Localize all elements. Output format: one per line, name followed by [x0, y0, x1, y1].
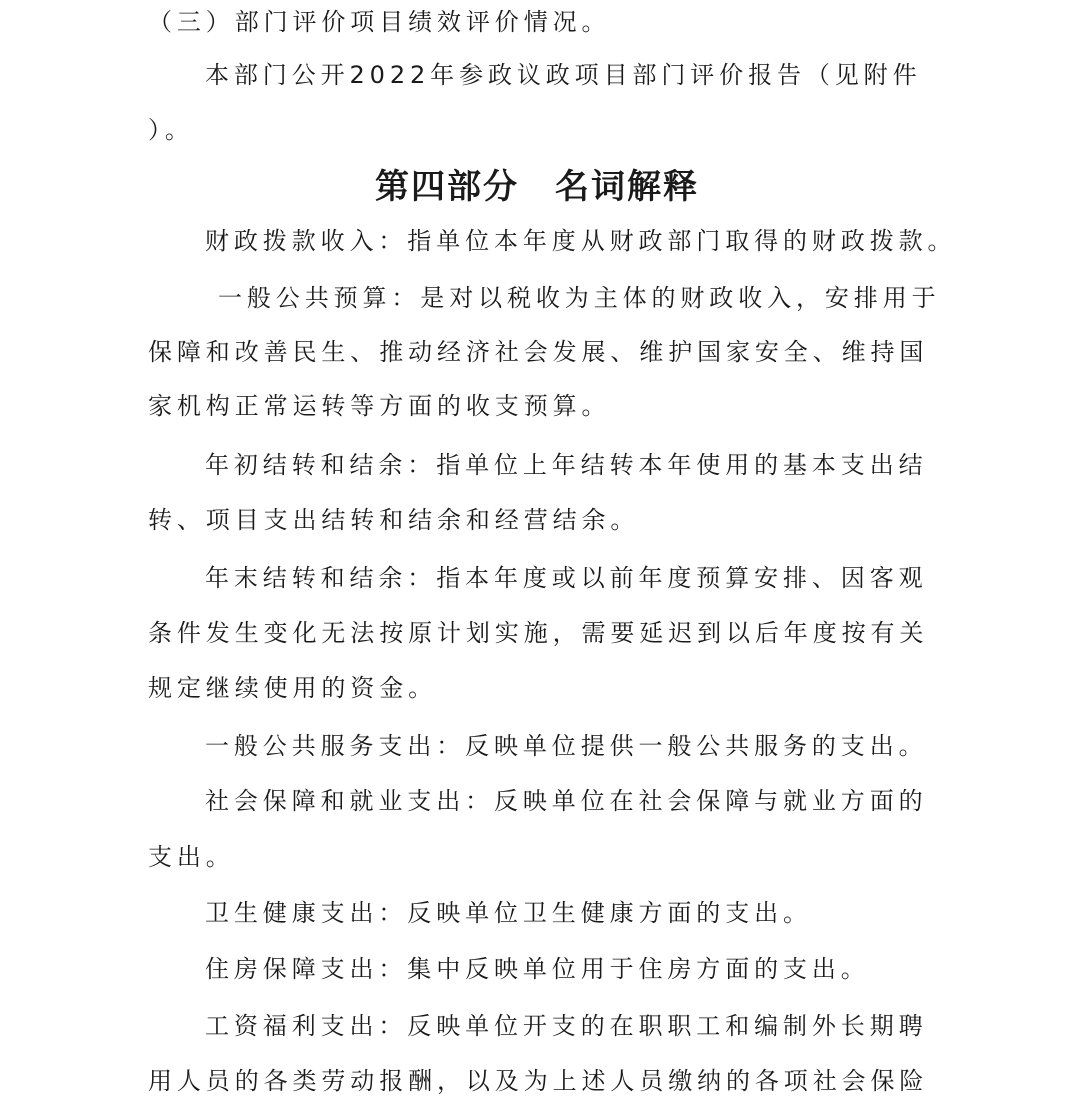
paragraph-line: 本部门公开2022年参政议政项目部门评价报告（见附件 [205, 61, 922, 89]
section-line: （三）部门评价项目绩效评价情况。 [148, 8, 611, 36]
definition-line: 家机构正常运转等方面的收支预算。 [148, 392, 611, 420]
definition-line: 住房保障支出：集中反映单位用于住房方面的支出。 [205, 955, 870, 983]
definition-line: 社会保障和就业支出：反映单位在社会保障与就业方面的 [205, 787, 928, 815]
definition-line: 年末结转和结余：指本年度或以前年度预算安排、因客观 [205, 564, 928, 592]
definition-line: 一般公共预算：是对以税收为主体的财政收入，安排用于 [218, 284, 941, 312]
definition-line: 用人员的各类劳动报酬，以及为上述人员缴纳的各项社会保险 [148, 1067, 929, 1095]
definition-line: 年初结转和结余：指单位上年结转本年使用的基本支出结 [205, 451, 928, 479]
definition-line: 条件发生变化无法按原计划实施，需要延迟到以后年度按有关 [148, 619, 929, 647]
definition-line: 财政拨款收入：指单位本年度从财政部门取得的财政拨款。 [205, 227, 957, 255]
definition-line: 规定继续使用的资金。 [148, 674, 437, 702]
definition-line: 支出。 [148, 843, 235, 871]
definition-line: 一般公共服务支出：反映单位提供一般公共服务的支出。 [205, 732, 928, 760]
definition-line: 保障和改善民生、推动经济社会发展、维护国家安全、维持国 [148, 338, 929, 366]
definition-line: 转、项目支出结转和结余和经营结余。 [148, 506, 640, 534]
paragraph-line: ）。 [148, 116, 194, 144]
definition-line: 卫生健康支出：反映单位卫生健康方面的支出。 [205, 899, 812, 927]
definition-line: 工资福利支出：反映单位开支的在职职工和编制外长期聘 [205, 1012, 928, 1040]
section-heading: 第四部分 名词解释 [375, 167, 699, 207]
